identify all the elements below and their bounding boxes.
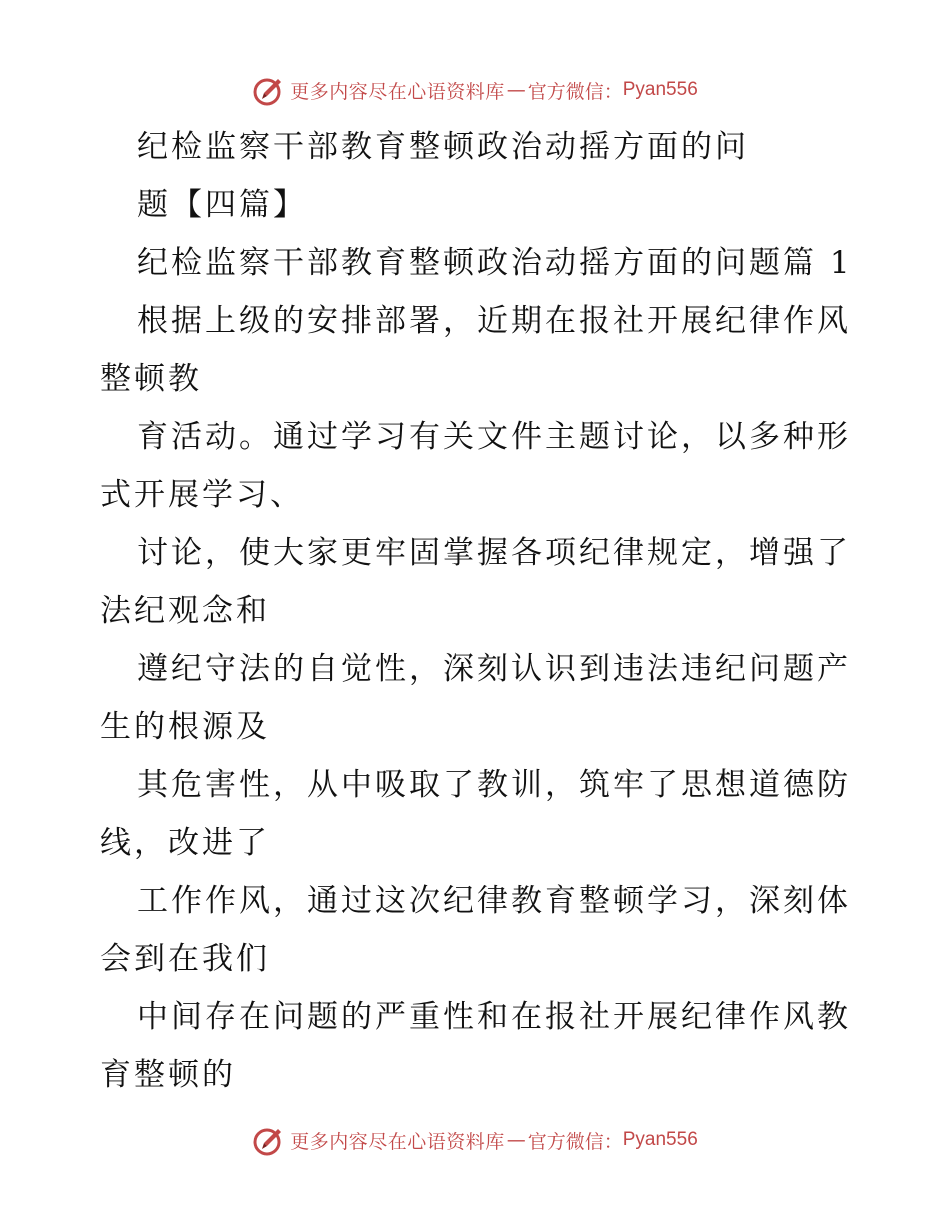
pen-logo-icon [252, 73, 286, 107]
paragraph-line: 生的根源及 [100, 709, 270, 745]
doc-title-line-2: 题【四篇】 [137, 187, 307, 223]
watermark-wechat-id: Pyan556 [622, 1129, 698, 1150]
paragraph-line: 线，改进了 [100, 825, 270, 861]
watermark-wechat-label: 官方微信： [527, 80, 623, 103]
paragraph-line: 整顿教 [100, 361, 202, 397]
paragraph-line: 讨论，使大家更牢固掌握各项纪律规定，增强了 [137, 535, 851, 571]
footer-watermark [0, 1120, 950, 1160]
watermark-wechat-label: 官方微信： [527, 1130, 623, 1153]
watermark-text: 更多内容尽在心语资料库 [290, 1130, 505, 1153]
paragraph-line: 工作作风，通过这次纪律教育整顿学习，深刻体 [137, 883, 851, 919]
pen-logo-icon [252, 1123, 286, 1157]
doc-title-line-1: 纪检监察干部教育整顿政治动摇方面的问 [137, 129, 749, 165]
paragraph-line: 式开展学习、 [100, 477, 304, 513]
paragraph-line: 中间存在问题的严重性和在报社开展纪律作风教 [137, 999, 851, 1035]
paragraph [100, 292, 860, 1104]
watermark-text: 更多内容尽在心语资料库 [290, 80, 505, 103]
paragraph-line: 根据上级的安排部署，近期在报社开展纪律作风 [137, 303, 851, 339]
paragraph-line: 遵纪守法的自觉性，深刻认识到违法违纪问题产 [137, 651, 851, 687]
paragraph-line: 育活动。通过学习有关文件主题讨论，以多种形 [137, 419, 851, 455]
section-heading: 纪检监察干部教育整顿政治动摇方面的问题篇 1 [137, 245, 853, 281]
paragraph-line: 会到在我们 [100, 941, 270, 977]
paragraph-line: 育整顿的 [100, 1057, 236, 1093]
paragraph-line: 法纪观念和 [100, 593, 270, 629]
watermark-separator: — [506, 1129, 526, 1151]
paragraph-line: 其危害性，从中吸取了教训，筑牢了思想道德防 [137, 767, 851, 803]
document-body [100, 118, 860, 1104]
header-watermark [0, 70, 950, 110]
watermark-wechat-id: Pyan556 [622, 79, 698, 100]
watermark-separator: — [506, 79, 526, 101]
